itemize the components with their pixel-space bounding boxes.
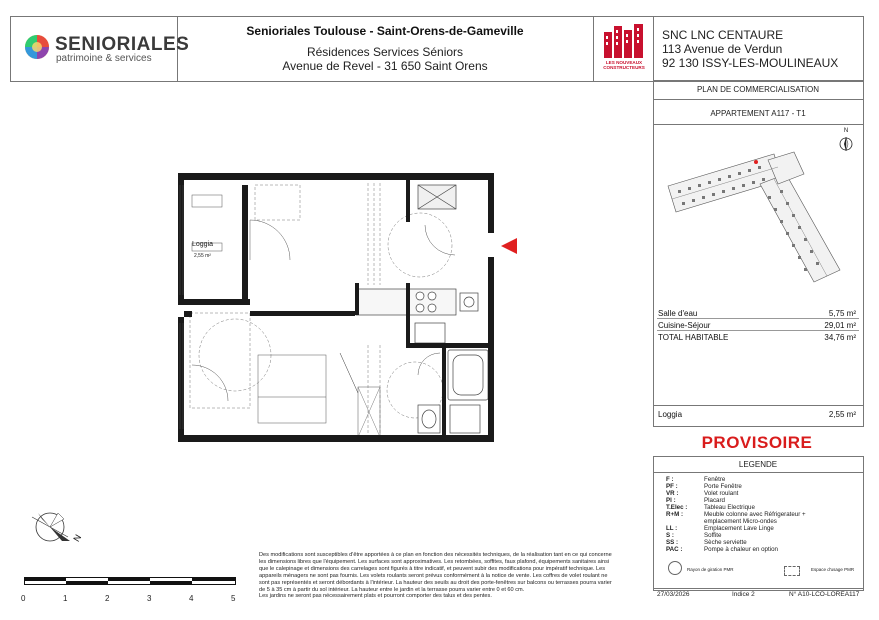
surface-row-loggia (658, 410, 856, 419)
legend-key: VR : (666, 490, 679, 497)
lnc-logo-text: LES NOUVEAUX CONSTRUCTEURS (603, 60, 645, 70)
lnc-logo (601, 22, 647, 76)
legend-title: LEGENDE (738, 460, 778, 469)
loggia-area: 2,55 m² (194, 253, 211, 259)
disclaimer-line: Les jardins ne seront pas nécessairement plats et pourront comporter des talus et des pentes. (259, 593, 492, 600)
legend-desc: Soffite (704, 532, 722, 539)
company-address-1: 113 Avenue de Verdun (662, 42, 783, 56)
plan-type: PLAN DE COMMERCIALISATION (696, 85, 820, 94)
panel-divider (653, 99, 863, 100)
disclaimer (259, 552, 657, 600)
legend-desc: Sèche serviette (704, 539, 747, 546)
disclaimer-line: les dimensions libres que l'équipement. Les surfaces sont approximatives. Les retombées, soffites, faux plafond, équipements sanitaires ainsi (259, 558, 610, 565)
pmr-space-icon (784, 566, 800, 576)
project-address: Avenue de Revel - 31 650 Saint Orens (282, 59, 488, 73)
seniorales-logo-icon (24, 34, 50, 60)
loggia-label: Loggia (192, 241, 214, 248)
surface-row-total (658, 333, 856, 342)
disclaimer-line: que le calepinage et dimensions des carrelages sont figurés à titre indicatif, et peuvent subir des modifications pour impératif technique. Les (259, 565, 606, 572)
logo-tagline: patrimoine & services (56, 53, 152, 64)
disclaimer-line: Des modifications sont susceptibles d'être apportées à ce plan en fonction des nécessités techniques, de la réalisation tant en ce qui concerne (259, 552, 612, 558)
disclaimer-line: de 5 à 35 cm à partir du sol intérieur. La hauteur entre le jardin et la terrasse pourra varier entre 0 et 60 cm. (259, 586, 525, 593)
scale-tick: 5 (231, 594, 236, 603)
surface-label: Salle d'eau (658, 309, 698, 318)
surface-label: TOTAL HABITABLE (658, 333, 729, 342)
legend-key: R+M : (666, 511, 684, 518)
surface-label: Cuisine-Séjour (658, 321, 711, 330)
scale-tick: 3 (147, 594, 152, 603)
apartment-location-marker (754, 160, 758, 164)
surface-label: Loggia (658, 410, 683, 419)
legend-key: SS : (666, 539, 679, 546)
plan-reference: N° A10-LCO-LOREA117 (789, 591, 860, 598)
surface-row-salle-eau (658, 309, 856, 318)
scale-bar (24, 577, 236, 587)
company-address-2: 92 130 ISSY-LES-MOULINEAUX (662, 56, 839, 70)
legend-key: PAC : (666, 546, 683, 553)
plan-date: 27/03/2026 (657, 591, 690, 598)
surface-divider (657, 318, 859, 319)
apartment-id: APPARTEMENT A117 - T1 (710, 109, 806, 118)
entrance-arrow-icon (499, 237, 519, 255)
legend-key: PF : (666, 483, 678, 490)
legend-desc: Tableau Electrique (704, 504, 755, 511)
legend-desc: emplacement Micro-ondes (704, 518, 777, 525)
surface-value: 34,76 m² (824, 333, 856, 342)
header-divider (653, 16, 654, 81)
legend-divider (653, 588, 863, 589)
legend-desc: Volet roulant (704, 490, 739, 497)
building-key-plan (664, 140, 854, 305)
legend-key: LL : (666, 525, 678, 532)
company-name: SNC LNC CENTAURE (662, 28, 784, 42)
compass-letter: N (71, 532, 84, 544)
scale-tick: 1 (63, 594, 68, 603)
project-subtitle: Résidences Services Séniors (306, 45, 464, 59)
scale-tick: 4 (189, 594, 194, 603)
legend-desc: Meuble colonne avec Réfrigerateur + (704, 511, 806, 518)
panel-divider (653, 405, 863, 406)
north-label: N (843, 128, 849, 134)
logo-name: SENIORIALES (55, 34, 190, 55)
disclaimer-line: sont pas représentés et seront débordants à l'intérieur. La hauteur des seuils au droit des porte-fenêtres sur balcons ou terrasses pourra varier (259, 579, 612, 586)
surface-divider (657, 330, 859, 331)
pmr-radius-icon (668, 561, 682, 575)
status-badge: PROVISOIRE (701, 433, 813, 452)
surface-value: 2,55 m² (828, 410, 856, 419)
compass-icon (28, 505, 88, 555)
pmr-space-label: Espace d'usage PMR (811, 567, 855, 572)
header-divider (593, 16, 594, 81)
legend-key: S : (666, 532, 674, 539)
legend-desc: Pompe à chaleur en option (704, 546, 778, 553)
legend-key: T.Elec : (666, 504, 688, 511)
plan-index: Indice 2 (732, 591, 755, 598)
floor-plan (170, 165, 510, 455)
legend-key: Pl : (666, 497, 676, 504)
lnc-building-icon (601, 22, 647, 60)
legend-desc: Porte Fenêtre (704, 483, 742, 490)
panel-divider (653, 124, 863, 125)
scale-tick: 2 (105, 594, 110, 603)
surface-value: 5,75 m² (828, 309, 856, 318)
legend-divider (653, 472, 863, 473)
surface-row-cuisine (658, 321, 856, 330)
legend-desc: Fenêtre (704, 476, 726, 483)
project-title: Senioriales Toulouse - Saint-Orens-de-Gameville (246, 24, 524, 38)
legend-key: F : (666, 476, 674, 483)
scale-tick: 0 (21, 594, 26, 603)
pmr-radius-label: Rayon de giration PMR (687, 567, 734, 572)
legend-desc: Placard (704, 497, 725, 504)
legend-desc: Emplacement Lave Linge (704, 525, 774, 532)
surface-value: 29,01 m² (824, 321, 856, 330)
disclaimer-line: appareils ménagers ne sont pas fournis. Les volets roulants seront prévus conformément à la notice de vente. Les coffres de volet roulant ne (259, 572, 608, 579)
